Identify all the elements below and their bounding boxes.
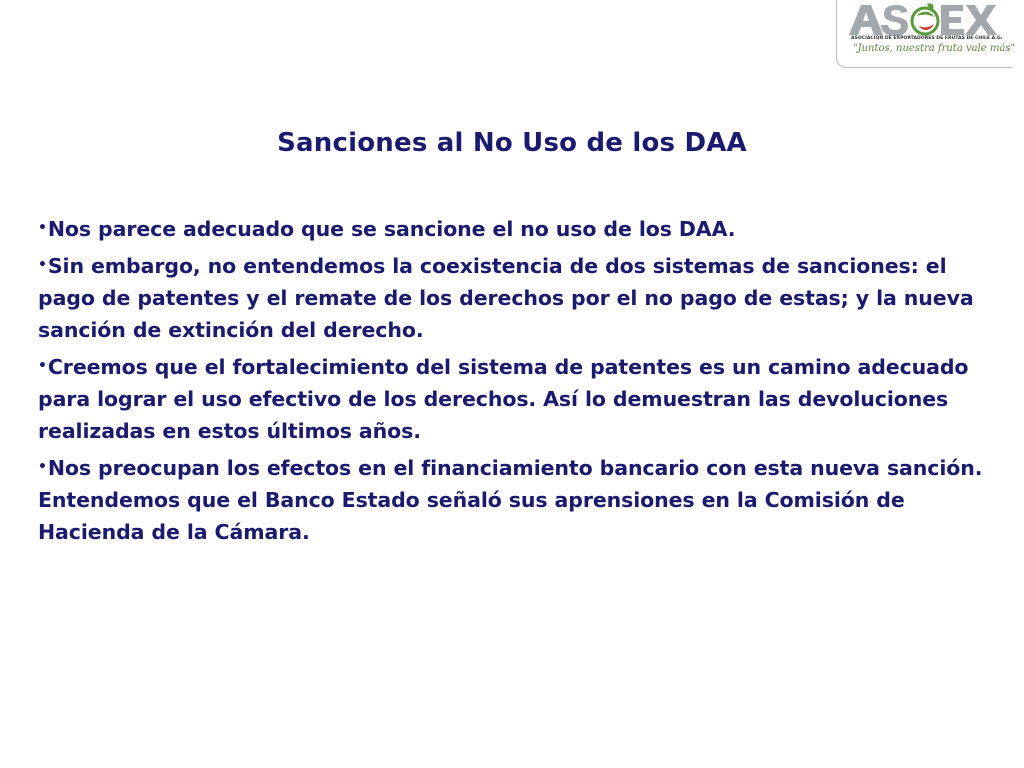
bullet-marker: • [38,220,47,236]
bullet-list [38,212,998,552]
logo-subtitle: ASOCIACIÓN DE EXPORTADORES DE FRUTAS DE CHILE A.G. [851,36,1003,41]
bullet-item [38,212,998,245]
bullet-marker: • [38,257,47,273]
bullet-item [38,451,998,548]
bullet-marker: • [38,358,47,374]
slide-title: Sanciones al No Uso de los DAA [277,128,747,158]
bullet-text: Nos parece adecuado que se sancione el no uso de los DAA. [47,217,736,241]
bullet-item [38,350,998,447]
bullet-marker: • [38,459,47,475]
bullet-text: Nos preocupan los efectos en el financiamiento bancario con esta nueva sanción. Entendemos que el Banco Estado señaló sus aprensiones en la Comisión de Hacienda de la Cámara. [38,456,983,544]
asoex-logo [836,0,1016,68]
bullet-text: Sin embargo, no entendemos la coexistencia de dos sistemas de sanciones: el pago de patentes y el remate de los derechos por el no pago de estas; y la nueva sanción de extinción del derecho. [38,254,974,342]
bullet-text: Creemos que el fortalecimiento del sistema de patentes es un camino adecuado para lograr el uso efectivo de los derechos. Así lo demuestran las devoluciones realizadas en estos últimos años. [38,355,969,443]
logo-tagline: "Juntos, nuestra fruta vale más" [853,43,1016,54]
bullet-item [38,249,998,346]
asoex-wordmark-icon [845,2,1005,38]
